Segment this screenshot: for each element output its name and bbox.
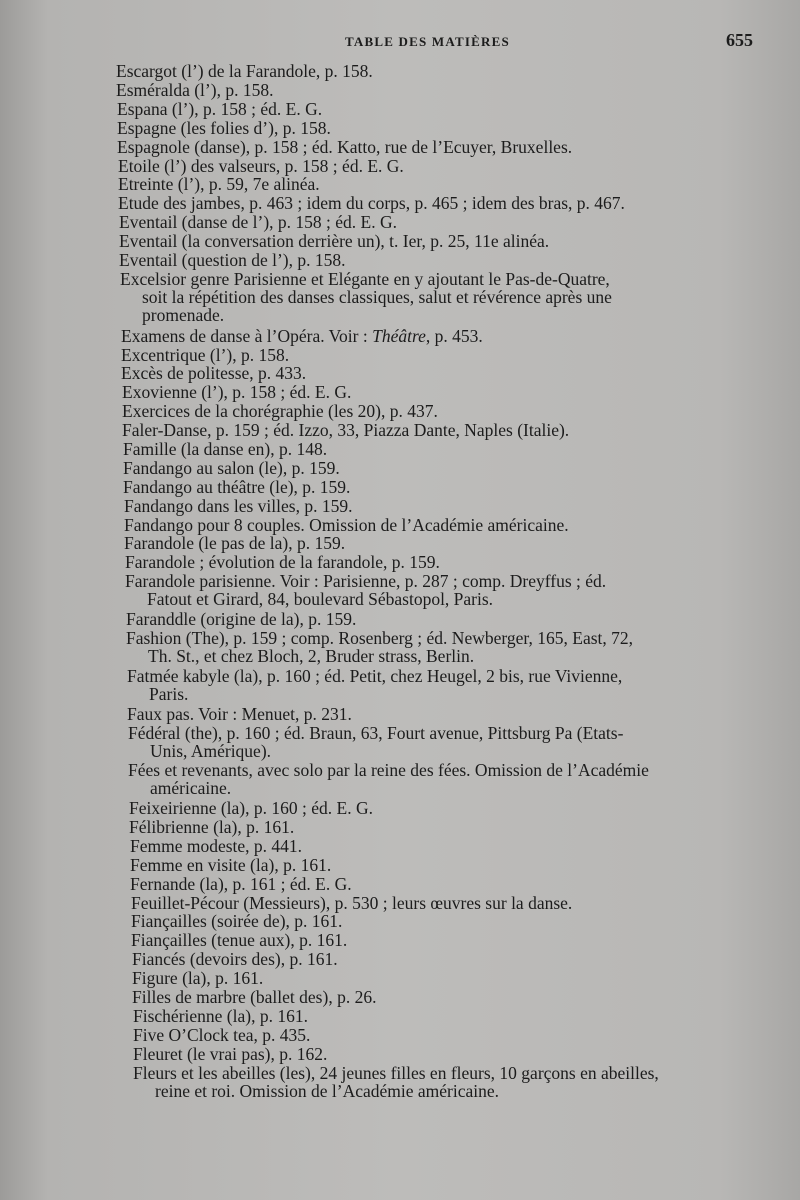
index-entry [119, 213, 779, 231]
index-entry [116, 62, 776, 80]
entry-line: Eventail (question de l’), p. 158. [119, 250, 346, 270]
index-entry [125, 572, 785, 608]
entry-continuation-line: Fatout et Girard, 84, boulevard Sébastopol, Paris. [147, 589, 494, 609]
index-entry [116, 81, 776, 99]
index-entry [128, 724, 788, 760]
entry-line: Espagnole (danse), p. 158 ; éd. Katto, rue de l’Ecuyer, Bruxelles. [117, 137, 573, 157]
entry-line: Escargot (l’) de la Farandole, p. 158. [116, 61, 373, 81]
index-entry [127, 705, 787, 723]
entry-line: Eventail (danse de l’), p. 158 ; éd. E. G. [119, 212, 397, 232]
index-entry [123, 459, 783, 477]
running-title: TABLE DES MATIÈRES [345, 34, 510, 49]
entry-line [121, 327, 781, 345]
index-entry [129, 818, 789, 836]
index-entry [125, 553, 785, 571]
index-entry [129, 799, 789, 817]
entry-line: Etreinte (l’), p. 59, 7e alinéa. [118, 174, 320, 194]
index-entry [121, 346, 781, 364]
index-entry [120, 270, 780, 324]
index-entry [122, 421, 782, 439]
index-entries [0, 62, 800, 1162]
page-number: 655 [726, 30, 753, 50]
index-entry [133, 1064, 793, 1100]
index-entry [133, 1026, 793, 1044]
entry-line: Fiancés (devoirs des), p. 161. [132, 949, 338, 969]
entry-line: Farandole (le pas de la), p. 159. [124, 533, 346, 553]
entry-line: Fatmée kabyle (la), p. 160 ; éd. Petit, chez Heugel, 2 bis, rue Vivienne, [127, 666, 623, 686]
entry-line: Excelsior genre Parisienne et Elégante en y ajoutant le Pas-de-Quatre, [120, 269, 610, 289]
index-entry [118, 194, 778, 212]
entry-line: Filles de marbre (ballet des), p. 26. [132, 987, 377, 1007]
entry-text: Examens de danse à l’Opéra. Voir : [121, 326, 373, 346]
entry-continuation-line: américaine. [150, 778, 232, 798]
index-entry [132, 950, 792, 968]
entry-line: Femme en visite (la), p. 161. [130, 855, 332, 875]
index-entry [133, 1007, 793, 1025]
entry-line: Fédéral (the), p. 160 ; éd. Braun, 63, Fourt avenue, Pittsburg Pa (Etats- [128, 723, 624, 743]
index-entry [119, 251, 779, 269]
index-entry [126, 629, 786, 665]
entry-line: Espana (l’), p. 158 ; éd. E. G. [117, 99, 323, 119]
entry-text: , p. 453. [425, 326, 483, 346]
entry-continuation-line: promenade. [142, 305, 225, 325]
index-entry [123, 440, 783, 458]
index-entry [122, 402, 782, 420]
index-entry [123, 478, 783, 496]
index-entry [131, 931, 791, 949]
entry-line: Faranddle (origine de la), p. 159. [126, 609, 357, 629]
index-entry [124, 534, 784, 552]
index-entry [131, 912, 791, 930]
entry-line: Eventail (la conversation derrière un), t. Ier, p. 25, 11e alinéa. [119, 231, 550, 251]
index-entry [131, 894, 791, 912]
entry-line: Excentrique (l’), p. 158. [121, 345, 290, 365]
entry-line: Five O’Clock tea, p. 435. [133, 1025, 311, 1045]
entry-continuation-line: Unis, Amérique). [150, 741, 272, 761]
entry-line: Fiançailles (tenue aux), p. 161. [131, 930, 348, 950]
index-entry [126, 610, 786, 628]
index-entry [118, 175, 778, 193]
entry-line: Famille (la danse en), p. 148. [123, 439, 328, 459]
entry-line: Farandole ; évolution de la farandole, p. 159. [125, 552, 440, 572]
entry-line: Fandango au théâtre (le), p. 159. [123, 477, 351, 497]
page-header [0, 30, 800, 56]
entry-line: Feuillet-Pécour (Messieurs), p. 530 ; leurs œuvres sur la danse. [131, 893, 573, 913]
entry-line: Fleuret (le vrai pas), p. 162. [133, 1044, 328, 1064]
entry-reference-italic: Théâtre [372, 326, 426, 346]
entry-line: Figure (la), p. 161. [132, 968, 264, 988]
index-entry [117, 100, 777, 118]
index-entry [121, 327, 781, 345]
index-entry [130, 837, 790, 855]
index-entry [127, 667, 787, 703]
entry-continuation-line: soit la répétition des danses classiques, salut et révérence après une [142, 287, 612, 307]
entry-line: Fandango dans les villes, p. 159. [124, 496, 353, 516]
entry-line: Exovienne (l’), p. 158 ; éd. E. G. [122, 382, 352, 402]
entry-line: Fiançailles (soirée de), p. 161. [131, 911, 343, 931]
entry-continuation-line: Paris. [149, 684, 189, 704]
entry-line: Faler-Danse, p. 159 ; éd. Izzo, 33, Piazza Dante, Naples (Italie). [122, 420, 570, 440]
entry-line: Exercices de la chorégraphie (les 20), p. 437. [122, 401, 438, 421]
index-entry [117, 138, 777, 156]
entry-line: Farandole parisienne. Voir : Parisienne, p. 287 ; comp. Dreyffus ; éd. [125, 571, 607, 591]
entry-line: Femme modeste, p. 441. [130, 836, 303, 856]
entry-line: Excès de politesse, p. 433. [121, 363, 307, 383]
entry-line: Espagne (les folies d’), p. 158. [117, 118, 331, 138]
index-entry [130, 875, 790, 893]
entry-line: Feixeirienne (la), p. 160 ; éd. E. G. [129, 798, 373, 818]
index-entry [128, 761, 788, 797]
index-entry [124, 497, 784, 515]
entry-continuation-line: Th. St., et chez Bloch, 2, Bruder strass, Berlin. [148, 646, 475, 666]
index-entry [121, 364, 781, 382]
entry-line: Faux pas. Voir : Menuet, p. 231. [127, 704, 352, 724]
index-entry [133, 1045, 793, 1063]
index-entry [117, 119, 777, 137]
index-entry [124, 516, 784, 534]
entry-line: Fischérienne (la), p. 161. [133, 1006, 308, 1026]
index-entry [122, 383, 782, 401]
entry-line: Fandango pour 8 couples. Omission de l’Académie américaine. [124, 515, 569, 535]
index-entry [132, 988, 792, 1006]
entry-line: Fashion (The), p. 159 ; comp. Rosenberg ; éd. Newberger, 165, East, 72, [126, 628, 634, 648]
index-entry [130, 856, 790, 874]
index-entry [132, 969, 792, 987]
entry-line: Etoile (l’) des valseurs, p. 158 ; éd. E. G. [118, 156, 404, 176]
index-entry [119, 232, 779, 250]
entry-line: Etude des jambes, p. 463 ; idem du corps, p. 465 ; idem des bras, p. 467. [118, 193, 625, 213]
entry-line: Fandango au salon (le), p. 159. [123, 458, 340, 478]
entry-line: Fernande (la), p. 161 ; éd. E. G. [130, 874, 352, 894]
entry-line: Félibrienne (la), p. 161. [129, 817, 295, 837]
entry-continuation-line: reine et roi. Omission de l’Académie américaine. [155, 1081, 500, 1101]
entry-line: Fleurs et les abeilles (les), 24 jeunes filles en fleurs, 10 garçons en abeilles, [133, 1063, 659, 1083]
entry-line: Fées et revenants, avec solo par la reine des fées. Omission de l’Académie [128, 760, 649, 780]
entry-line: Esméralda (l’), p. 158. [116, 80, 274, 100]
index-entry [118, 157, 778, 175]
